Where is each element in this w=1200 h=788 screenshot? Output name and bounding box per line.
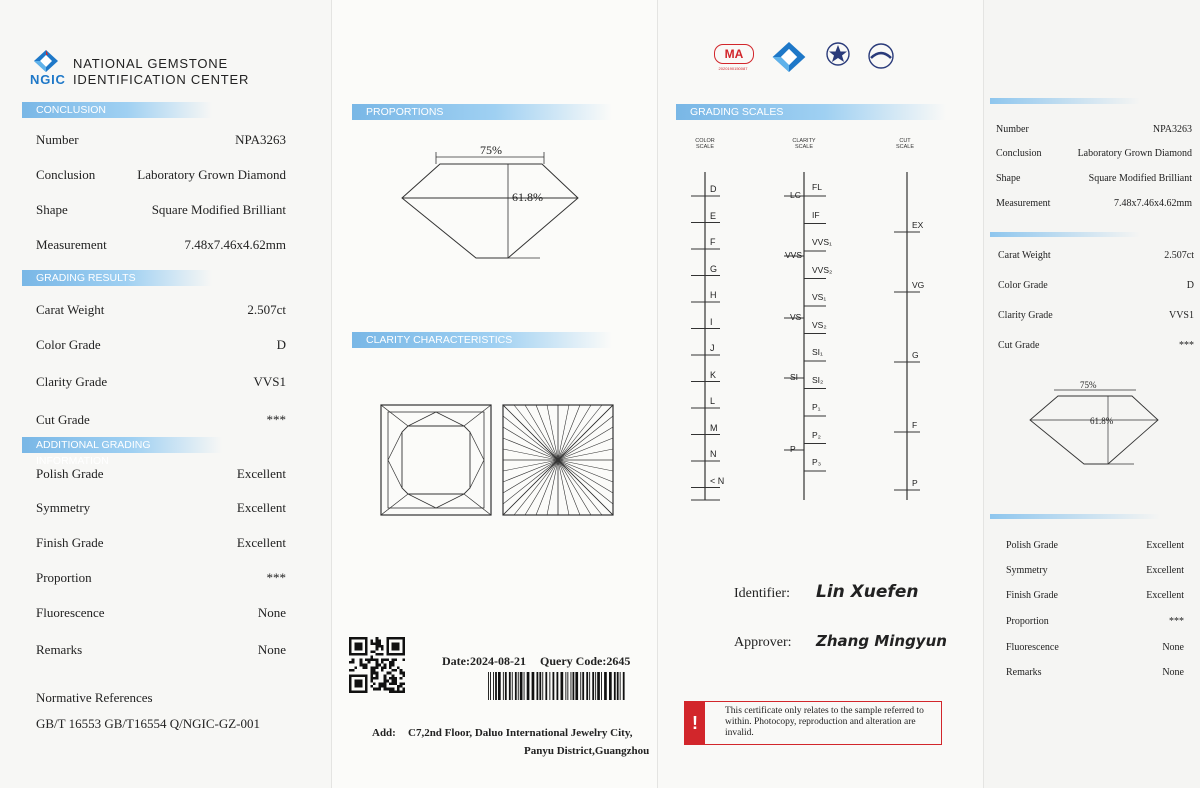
panel-main-report [0,0,332,788]
clarity-group-tick: VS [790,312,802,322]
cma-logo-sub: 2020190150087 [718,66,748,71]
barcode [488,672,628,700]
summary-grade-row [998,280,1194,296]
summary-extra-row [1006,616,1184,632]
address-line-1: C7,2nd Floor, Daluo International Jewelry City, [408,727,633,739]
clarity-plot-crown [380,404,492,516]
color-scale-label: COLOR SCALE [695,138,715,150]
proportions-diagram [392,140,592,264]
conclusion-row [36,167,286,183]
cut-grade-tick: P [912,478,918,488]
grading-row [36,302,286,318]
color-grade-tick: N [710,449,717,459]
clarity-grade-tick: VS₂ [812,319,827,330]
query-code: Query Code:2645 [540,654,631,668]
additional-label: Fluorescence [36,605,105,620]
additional-value: Excellent [236,535,286,550]
summary-value: Square Modified Brilliant [1088,173,1192,184]
clarity-plot-pavilion [502,404,614,516]
summary-value: 7.48x7.46x4.62mm [1113,198,1192,209]
grading-row [36,374,286,390]
conclusion-label: Shape [36,202,68,217]
clarity-grade-tick: P₃ [812,457,822,467]
color-grade-tick: D [710,184,717,194]
qr-code-icon [349,637,405,693]
approver-signature: Zhang Mingyun [816,632,947,650]
summary-extra-row [1006,667,1184,683]
summary-extra-label: Fluorescence [1006,642,1059,653]
panel-grading-scales [658,0,984,788]
summary-extra-value: Excellent [1146,565,1184,576]
conclusion-header: CONCLUSION [22,102,212,118]
summary-label: Shape [996,173,1021,184]
address-line-2: Panyu District,Guangzhou [524,745,650,757]
conclusion-label: Conclusion [36,167,96,182]
conclusion-value: 7.48x7.46x4.62mm [184,237,286,252]
clarity-grade-tick: SI₁ [812,347,823,357]
clarity-grade-tick: P₁ [812,402,821,412]
clarity-grade-tick: FL [812,182,822,192]
summary-extra-value: *** [1169,616,1184,627]
references-text: GB/T 16553 GB/T16554 Q/NGIC-GZ-001 [36,716,261,731]
summary-extra-label: Polish Grade [1006,540,1058,551]
color-grade-tick: H [710,290,717,300]
clarity-grade-tick: VVS₂ [812,264,833,275]
summary-value: NPA3263 [1152,124,1192,135]
logo-sub: IDENTIFICATION CENTER [73,72,250,87]
summary-grade-label: Clarity Grade [998,310,1053,321]
summary-extra-row [1006,540,1184,556]
summary-grade-value: *** [1179,340,1194,351]
clarity-grade-tick: VVS₁ [812,237,832,247]
summary-table-percent: 75% [1080,380,1097,390]
warning-icon: ! [685,702,705,744]
summary-grade-label: Carat Weight [998,250,1051,261]
summary-row [996,198,1192,214]
grading-row [36,412,286,428]
additional-value: Excellent [236,500,286,515]
summary-grade-row [998,310,1194,326]
summary-extra-value: None [1162,667,1184,678]
grading-scales-header: GRADING SCALES [676,104,946,120]
additional-row [36,535,286,551]
issue-date: Date:2024-08-21 [442,654,526,668]
additional-row [36,570,286,586]
clarity-grade-tick: SI₂ [812,374,824,385]
grading-value: 2.507ct [247,302,286,317]
summary-grade-row [998,250,1194,266]
summary-extra-row [1006,565,1184,581]
summary-extra-label: Proportion [1006,616,1049,627]
summary-row [996,124,1192,140]
summary-extra-label: Remarks [1006,667,1042,678]
identifier-label: Identifier: [734,586,790,601]
cma-logo-text: MA [714,44,754,64]
summary-extra-row [1006,590,1184,606]
table-percent: 75% [480,143,502,157]
summary-grade-value: 2.507ct [1164,250,1194,261]
clarity-grade-tick: VS₁ [812,292,827,302]
scale-axes [658,0,984,788]
summary-extra-label: Symmetry [1006,565,1048,576]
identifier-signature: Lin Xuefen [816,582,919,602]
clarity-grade-tick: IF [812,209,820,220]
disclaimer-box [684,701,942,745]
panel-proportions [332,0,658,788]
conclusion-label: Measurement [36,237,107,252]
clarity-group-tick: P [790,444,796,454]
summary-top-bar [990,98,1140,104]
cut-scale-label: CUT SCALE [895,138,915,150]
summary-row [996,148,1192,164]
color-grade-tick: E [710,210,717,221]
additional-info-header: ADDITIONAL GRADING INFORMATION [22,437,222,453]
conclusion-value: NPA3263 [235,132,286,147]
color-grade-tick: L [710,396,716,406]
summary-extra-label: Finish Grade [1006,590,1058,601]
additional-label: Polish Grade [36,466,104,481]
approver-label: Approver: [734,635,792,650]
ngic-logo-icon [34,50,58,72]
additional-label: Remarks [36,642,83,657]
summary-row [996,173,1192,189]
summary-label: Measurement [996,198,1051,209]
color-grade-tick: I [710,316,713,327]
grading-results-header: GRADING RESULTS [22,270,212,286]
cut-grade-tick: F [912,420,918,430]
clarity-grade-tick: P₂ [812,429,821,440]
summary-value: Laboratory Grown Diamond [1077,148,1192,159]
cut-grade-tick: G [912,350,919,360]
references-title: Normative References [36,690,153,705]
additional-label: Symmetry [36,500,91,515]
summary-extra-value: Excellent [1146,540,1184,551]
color-grade-tick: G [710,263,718,274]
summary-grade-value: VVS1 [1168,310,1194,321]
summary-label: Conclusion [996,148,1042,159]
cut-grade-tick: VG [912,280,925,290]
grading-value: D [276,337,286,352]
additional-value: None [257,642,286,657]
disclaimer-text: This certificate only relates to the sample referred to within. Photocopy, reproduction and alteration are invalid. [725,706,924,738]
grading-row [36,337,286,353]
conclusion-value: Square Modified Brilliant [151,202,286,217]
summary-grade-label: Color Grade [998,280,1048,291]
depth-percent: 61.8% [512,190,543,204]
address-label: Add: [372,727,396,739]
summary-divider-1 [990,232,1140,237]
color-grade-tick: J [710,343,715,353]
conclusion-row [36,202,286,218]
summary-grade-value: D [1186,280,1194,291]
additional-label: Proportion [36,570,92,585]
clarity-group-tick: SI [790,372,799,382]
grading-label: Clarity Grade [36,374,108,389]
grading-value: *** [266,412,286,427]
summary-grade-row [998,340,1194,356]
color-grade-tick: M [710,422,718,433]
clarity-scale-label: CLARITY SCALE [792,138,816,150]
clarity-characteristics-header: CLARITY CHARACTERISTICS [352,332,612,348]
additional-row [36,605,286,621]
summary-extra-row [1006,642,1184,658]
clarity-group-tick: VVS [785,250,803,260]
color-grade-tick: F [710,237,716,247]
conclusion-row [36,237,286,253]
summary-divider-2 [990,514,1160,519]
logo-abbr: NGIC [30,72,66,87]
color-grade-tick: K [710,369,717,380]
additional-value: *** [266,570,286,585]
summary-depth-percent: 61.8% [1090,416,1114,426]
summary-extra-value: None [1162,642,1184,653]
grading-value: VVS1 [253,374,286,389]
additional-value: None [257,605,286,620]
proportions-header: PROPORTIONS [352,104,612,120]
cut-grade-tick: EX [912,220,924,230]
summary-label: Number [996,124,1029,135]
conclusion-row [36,132,286,148]
additional-label: Finish Grade [36,535,104,550]
additional-row [36,466,286,482]
color-grade-tick: < N [710,475,725,486]
summary-grade-label: Cut Grade [998,340,1040,351]
summary-extra-value: Excellent [1146,590,1184,601]
grading-label: Carat Weight [36,302,105,317]
clarity-group-tick: LC [790,190,801,200]
panel-summary-card [984,0,1200,788]
grading-label: Color Grade [36,337,101,352]
additional-value: Excellent [236,466,286,481]
conclusion-value: Laboratory Grown Diamond [137,167,286,182]
conclusion-label: Number [36,132,79,147]
logo-name: NATIONAL GEMSTONE [73,56,228,71]
grading-label: Cut Grade [36,412,90,427]
additional-row [36,500,286,516]
additional-row [36,642,286,658]
